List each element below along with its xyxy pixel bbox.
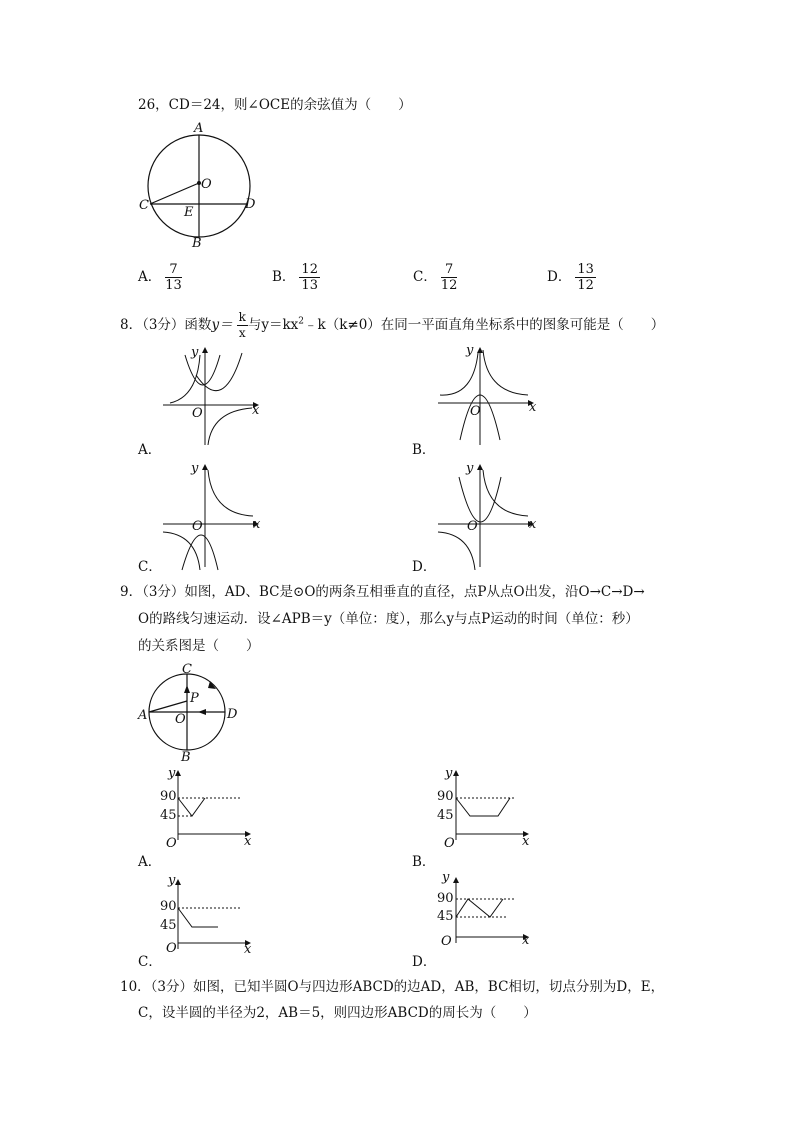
q9-label-c: C	[182, 662, 192, 677]
q9-option-c[interactable]: C．	[138, 954, 162, 970]
q9c-tick-90: 90	[160, 899, 177, 914]
q8c-origin-label: O	[192, 519, 203, 534]
denominator: 12	[440, 278, 458, 293]
q8-frac-x: x	[238, 326, 246, 340]
q10-stem-line1: 10．（3分）如图，已知半圆O与四边形ABCD的边AD，AB，BC相切，切点分别为D，E，	[120, 979, 665, 995]
q8a-x-label: x	[252, 403, 260, 418]
q9a-origin-label: O	[166, 836, 177, 851]
numerator: 7	[165, 262, 182, 278]
q9d-origin-label: O	[441, 934, 452, 949]
q8-frac-k: k	[238, 310, 246, 324]
q10-stem-line2: C，设半圆的半径为2，AB＝5，则四边形ABCD的周长为（ ）	[138, 1005, 537, 1021]
q8-rest: ﹣k（k≠0）在同一平面直角坐标系中的图象可能是（ ）	[304, 317, 665, 333]
q8a-y-label: y	[191, 345, 199, 360]
numerator: 13	[577, 262, 594, 277]
option-label: D．	[547, 269, 572, 285]
q8a-origin-label: O	[192, 406, 203, 421]
q8b-x-label: x	[529, 400, 537, 415]
q7-label-a: A	[194, 121, 204, 136]
q9c-origin-label: O	[166, 941, 177, 956]
q9-stem-line2: O的路线匀速运动．设∠APB＝y（单位：度），那么y与点P运动的时间（单位：秒）	[138, 611, 639, 627]
q9-label-a: A	[138, 708, 148, 723]
q7-option-b[interactable]	[272, 262, 320, 293]
q7-option-a[interactable]	[138, 262, 182, 293]
q9-stem-line3: 的关系图是（ ）	[138, 638, 260, 654]
q9c-y-label: y	[168, 873, 176, 888]
q8d-y-label: y	[466, 461, 474, 476]
option-label: C．	[413, 269, 437, 285]
q9a-tick-90: 90	[160, 789, 177, 804]
q7-label-c: C	[139, 198, 149, 213]
q9-stem-line1: 9．（3分）如图，AD、BC是⊙O的两条互相垂直的直径，点P从点O出发，沿O→C→D→	[120, 584, 645, 600]
q9a-tick-45: 45	[160, 808, 177, 823]
q9-label-d: D	[227, 707, 238, 722]
q9b-tick-90: 90	[437, 789, 454, 804]
q8-option-c[interactable]: C．	[138, 559, 162, 575]
q8c-y-label: y	[191, 461, 199, 476]
q8d-origin-label: O	[467, 519, 478, 534]
q8b-origin-label: O	[470, 404, 481, 419]
q9-option-b[interactable]: B．	[412, 854, 436, 870]
numerator: 7	[441, 262, 458, 278]
q7-label-d: D	[245, 197, 256, 212]
option-label: A．	[138, 269, 162, 285]
q8-graph-b	[435, 345, 545, 445]
q8-mid: 与y＝kx	[247, 317, 299, 333]
q7-label-o: O	[201, 177, 212, 192]
q9-label-o: O	[175, 712, 186, 727]
denominator: 13	[165, 278, 182, 293]
q9b-tick-45: 45	[437, 808, 454, 823]
numerator: 12	[301, 262, 318, 277]
q9c-tick-45: 45	[160, 918, 177, 933]
q8-option-b[interactable]: B．	[412, 442, 436, 458]
q7-label-b: B	[192, 236, 202, 251]
q9c-x-label: x	[244, 942, 252, 957]
q8-graph-a	[160, 345, 270, 450]
q7-option-c[interactable]	[413, 262, 457, 293]
q9-option-a[interactable]: A．	[138, 854, 162, 870]
q9-label-b: B	[181, 750, 191, 765]
q7-option-d[interactable]	[547, 262, 596, 293]
q9b-y-label: y	[445, 766, 453, 781]
q9-label-p: P	[190, 691, 199, 706]
q8b-y-label: y	[466, 343, 474, 358]
q9d-x-label: x	[522, 933, 530, 948]
q7-stem: 26，CD＝24，则∠OCE的余弦值为（ ）	[138, 97, 412, 113]
q8-option-d[interactable]: D．	[412, 559, 437, 575]
q8c-x-label: x	[253, 517, 261, 532]
q8-prefix: 8．（3分）函数	[120, 317, 212, 333]
q9a-x-label: x	[244, 834, 252, 849]
q9d-tick-45: 45	[437, 909, 454, 924]
q8-stem	[120, 310, 664, 341]
q7-label-e: E	[184, 205, 194, 220]
q9-option-d[interactable]: D．	[412, 954, 437, 970]
q9d-y-label: y	[442, 870, 450, 885]
q8-sup: 2	[298, 316, 305, 327]
option-label: B．	[272, 269, 296, 285]
denominator: 13	[301, 278, 318, 293]
q9b-x-label: x	[522, 834, 530, 849]
q9d-tick-90: 90	[437, 891, 454, 906]
denominator: 12	[577, 278, 594, 293]
q8-option-a[interactable]: A．	[138, 442, 162, 458]
q9b-origin-label: O	[444, 836, 455, 851]
q8-y1: y＝	[211, 317, 233, 333]
q9a-y-label: y	[168, 766, 176, 781]
q8d-x-label: x	[529, 517, 537, 532]
